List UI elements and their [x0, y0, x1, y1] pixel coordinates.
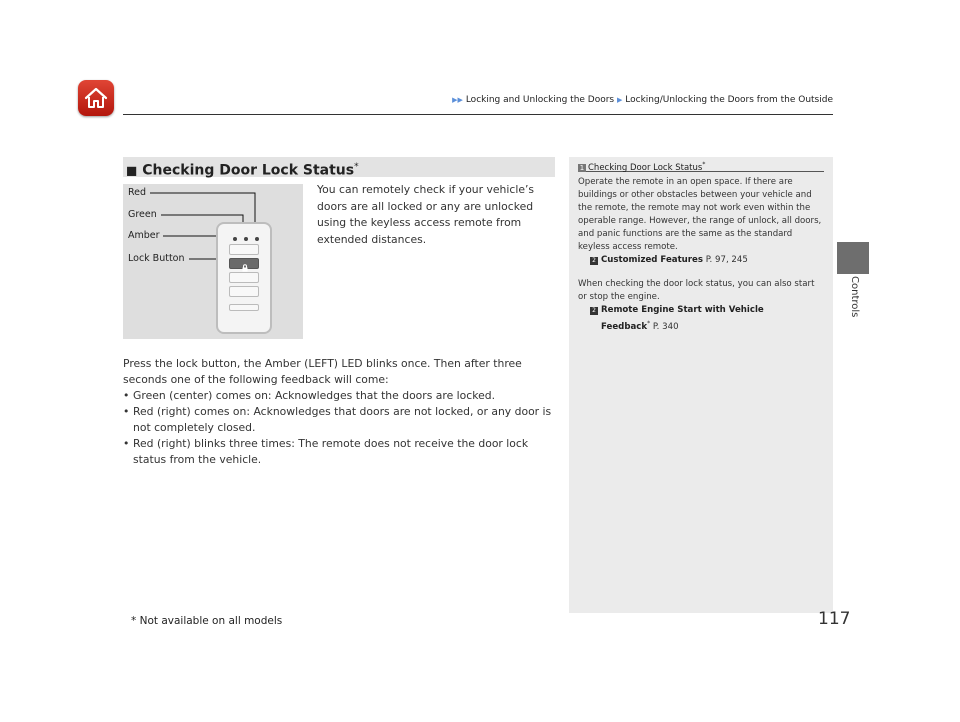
intro-paragraph: You can remotely check if your vehicle’s doors are all locked or any are unlocked using the keyless access remote from extended distances. — [317, 183, 535, 246]
green-led — [244, 237, 248, 241]
breadcrumb-arrow-icon: ▶ — [617, 96, 623, 104]
remote-button-unlock — [229, 272, 259, 283]
section-asterisk: * — [354, 162, 359, 172]
section-title: Checking Door Lock Status — [142, 162, 355, 179]
note-paragraph-1: Operate the remote in an open space. If there are buildings or other obstacles between your vehicle and the remote, the remote may not work even within the operable range. However, the range of unlock, all doors, and panic functions are the same as the standard keyless access remote. — [578, 177, 822, 252]
breadcrumb-arrow-icon: ▶▶ — [452, 96, 463, 104]
chapter-tab-label[interactable]: Controls — [849, 276, 860, 318]
note-title: 1 Checking Door Lock Status* — [578, 157, 824, 172]
footnote: * Not available on all models — [131, 615, 283, 627]
side-note-panel — [569, 157, 833, 613]
header-divider — [123, 114, 833, 115]
lock-button — [229, 258, 259, 269]
press-paragraph: Press the lock button, the Amber (LEFT) LED blinks once. Then after three seconds one of the following feedback will come: — [123, 357, 522, 386]
list-item: • Red (right) blinks three times: The remote does not receive the door lock status from the vehicle. — [123, 436, 559, 468]
note-asterisk: * — [702, 161, 706, 168]
ref-remote-engine-start[interactable]: 2 Remote Engine Start with Vehicle Feedback* P. 340 — [578, 304, 824, 334]
main-body — [123, 356, 559, 468]
remote-button-panic — [229, 304, 259, 311]
note-marker-icon: 1 — [579, 163, 585, 172]
amber-led — [233, 237, 237, 241]
remote-button-trunk — [229, 286, 259, 297]
list-item: • Green (center) comes on: Acknowledges that the doors are locked. — [123, 388, 559, 404]
cross-reference-icon: 2 — [590, 307, 598, 315]
red-led — [255, 237, 259, 241]
breadcrumb — [452, 95, 833, 105]
label-green: Green — [128, 209, 157, 220]
label-amber: Amber — [128, 230, 160, 241]
section-square-icon: ■ — [126, 163, 138, 178]
section-heading — [123, 157, 555, 177]
home-button[interactable] — [78, 80, 114, 116]
list-item: • Red (right) comes on: Acknowledges that doors are not locked, or any door is not completely closed. — [123, 404, 559, 436]
ref-customized-features[interactable]: 2 Customized Features P. 97, 245 — [578, 254, 824, 267]
feedback-list — [123, 388, 559, 468]
breadcrumb-item-2[interactable]: Locking/Unlocking the Doors from the Outside — [625, 95, 833, 105]
label-red: Red — [128, 187, 147, 198]
note-paragraph-2: When checking the door lock status, you can also start or stop the engine. — [578, 279, 815, 302]
chapter-tab-marker[interactable] — [837, 242, 869, 274]
label-lock-button: Lock Button — [128, 253, 185, 264]
breadcrumb-item-1[interactable]: Locking and Unlocking the Doors — [465, 95, 615, 105]
keyless-remote — [216, 222, 272, 334]
cross-reference-icon: 2 — [590, 257, 598, 265]
page-number: 117 — [818, 609, 851, 629]
remote-figure — [123, 184, 303, 339]
remote-button-top — [229, 244, 259, 255]
home-icon — [83, 85, 109, 111]
